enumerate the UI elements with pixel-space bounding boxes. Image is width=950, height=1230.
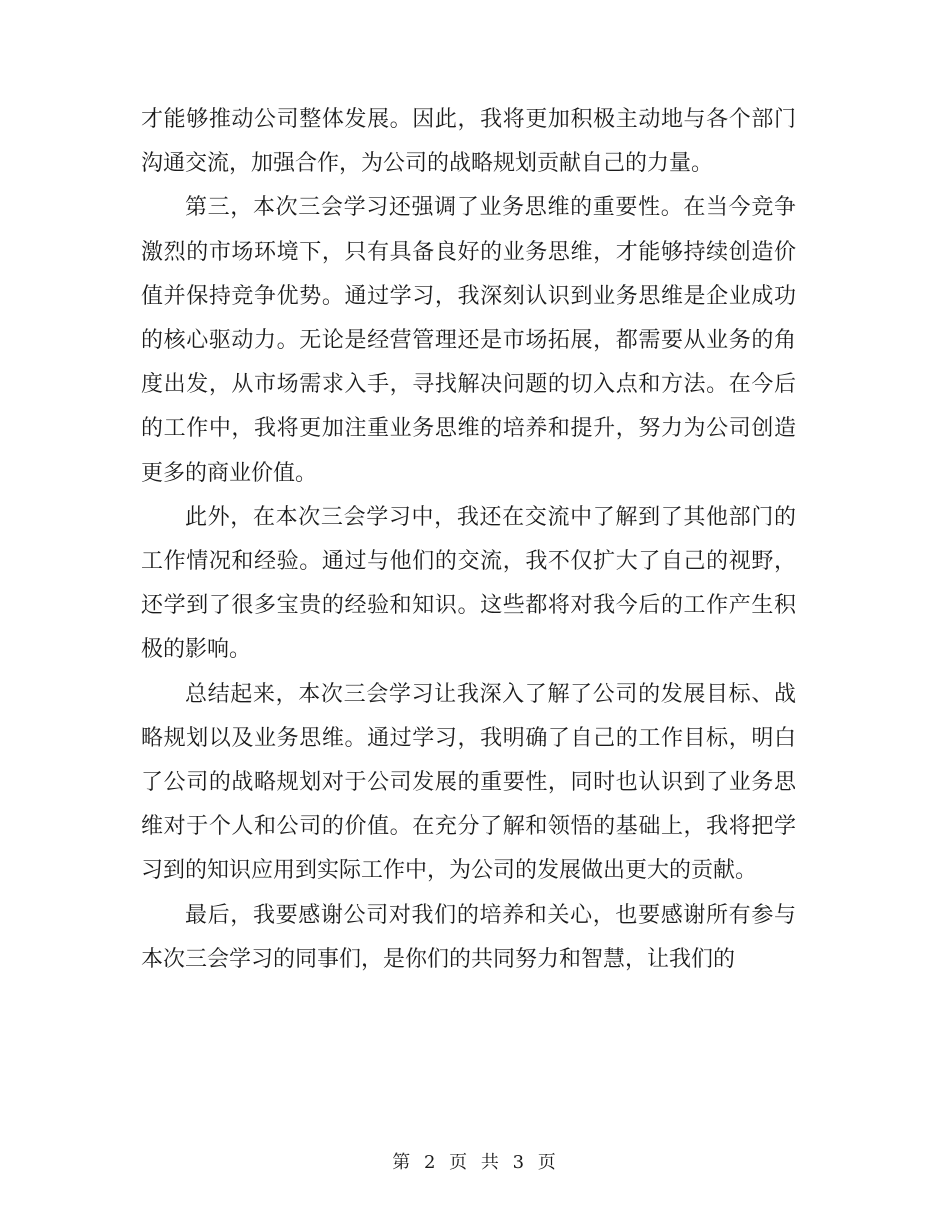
paragraph-1: 才能够推动公司整体发展。因此，我将更加积极主动地与各个部门沟通交流，加强合作，为公司的战略规划贡献自己的力量。: [141, 107, 796, 177]
paragraph-4: 总结起来，本次三会学习让我深入了解了公司的发展目标、战略规划以及业务思维。通过学习，我明确了自己的工作目标，明白了公司的战略规划对于公司发展的重要性，同时也认识到了业务思维对于个人和公司的价值。在充分了解和领悟的基础上，我将把学习到的知识应用到实际工作中，为公司的发展做出更大的贡献。: [141, 681, 796, 884]
paragraph-5: 最后，我要感谢公司对我们的培养和关心，也要感谢所有参与本次三会学习的同事们，是你们的共同努力和智慧，让我们的: [141, 902, 796, 972]
paragraph-3: 此外，在本次三会学习中，我还在交流中了解到了其他部门的工作情况和经验。通过与他们的交流，我不仅扩大了自己的视野，还学到了很多宝贵的经验和知识。这些都将对我今后的工作产生积极的影响。: [141, 504, 796, 663]
page-footer: 第 2 页 共 3 页: [392, 1152, 558, 1173]
paragraph-2: 第三，本次三会学习还强调了业务思维的重要性。在当今竞争激烈的市场环境下，只有具备良好的业务思维，才能够持续创造价值并保持竞争优势。通过学习，我深刻认识到业务思维是企业成功的核心驱动力。无论是经营管理还是市场拓展，都需要从业务的角度出发，从市场需求入手，寻找解决问题的切入点和方法。在今后的工作中，我将更加注重业务思维的培养和提升，努力为公司创造更多的商业价值。: [141, 195, 796, 486]
document-body: [141, 98, 796, 982]
